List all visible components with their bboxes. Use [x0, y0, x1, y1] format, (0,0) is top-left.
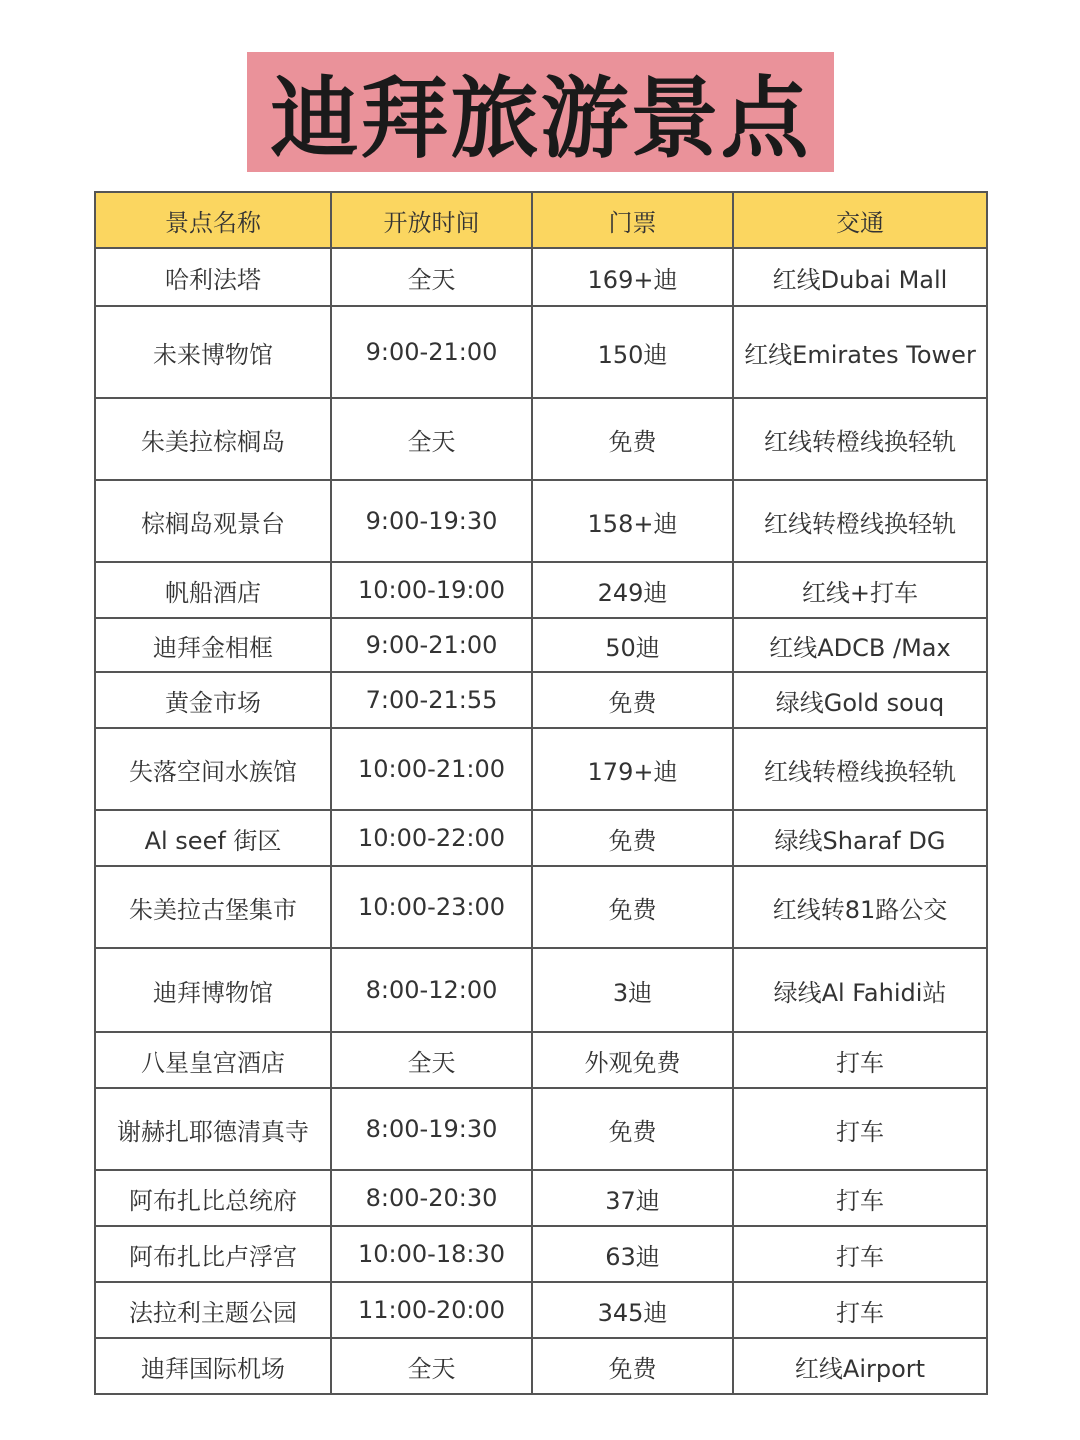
cell-name: 黄金市场 [95, 672, 331, 728]
header-transport: 交通 [733, 192, 987, 248]
table-row [95, 1338, 987, 1394]
cell-transport: 红线Airport [733, 1338, 987, 1394]
cell-ticket: 免费 [532, 1088, 733, 1170]
table-row [95, 810, 987, 866]
cell-ticket: 169+迪 [532, 248, 733, 306]
cell-hours: 8:00-20:30 [331, 1170, 532, 1226]
cell-hours: 10:00-23:00 [331, 866, 532, 948]
cell-hours: 10:00-18:30 [331, 1226, 532, 1282]
attractions-table [94, 191, 988, 1395]
cell-ticket: 免费 [532, 810, 733, 866]
cell-ticket: 免费 [532, 672, 733, 728]
cell-ticket: 63迪 [532, 1226, 733, 1282]
cell-name: 哈利法塔 [95, 248, 331, 306]
cell-transport: 红线ADCB /Max [733, 618, 987, 672]
table-row [95, 248, 987, 306]
cell-ticket: 免费 [532, 398, 733, 480]
cell-hours: 8:00-19:30 [331, 1088, 532, 1170]
cell-hours: 9:00-19:30 [331, 480, 532, 562]
cell-hours: 10:00-21:00 [331, 728, 532, 810]
cell-ticket: 179+迪 [532, 728, 733, 810]
page-title: 迪拜旅游景点 [270, 67, 811, 170]
cell-ticket: 158+迪 [532, 480, 733, 562]
table-row [95, 948, 987, 1032]
header-ticket: 门票 [532, 192, 733, 248]
cell-ticket: 免费 [532, 866, 733, 948]
cell-transport: 打车 [733, 1088, 987, 1170]
cell-transport: 绿线Al Fahidi站 [733, 948, 987, 1032]
table-row [95, 866, 987, 948]
cell-transport: 绿线Gold souq [733, 672, 987, 728]
cell-name: 八星皇宫酒店 [95, 1032, 331, 1088]
cell-hours: 10:00-19:00 [331, 562, 532, 618]
cell-transport: 红线Emirates Tower [733, 306, 987, 398]
cell-ticket: 3迪 [532, 948, 733, 1032]
cell-transport: 红线+打车 [733, 562, 987, 618]
header-hours: 开放时间 [331, 192, 532, 248]
cell-transport: 打车 [733, 1282, 987, 1338]
cell-transport: 红线转橙线换轻轨 [733, 728, 987, 810]
cell-name: 迪拜国际机场 [95, 1338, 331, 1394]
table-row [95, 480, 987, 562]
cell-transport: 红线Dubai Mall [733, 248, 987, 306]
cell-hours: 8:00-12:00 [331, 948, 532, 1032]
title-banner [247, 52, 834, 172]
table-row [95, 398, 987, 480]
cell-hours: 7:00-21:55 [331, 672, 532, 728]
cell-name: 谢赫扎耶德清真寺 [95, 1088, 331, 1170]
cell-transport: 打车 [733, 1170, 987, 1226]
cell-transport: 打车 [733, 1226, 987, 1282]
cell-name: 朱美拉古堡集市 [95, 866, 331, 948]
table-row [95, 728, 987, 810]
cell-ticket: 免费 [532, 1338, 733, 1394]
cell-hours: 9:00-21:00 [331, 306, 532, 398]
table-row [95, 672, 987, 728]
cell-name: Al seef 街区 [95, 810, 331, 866]
cell-ticket: 345迪 [532, 1282, 733, 1338]
cell-hours: 全天 [331, 1032, 532, 1088]
table-row [95, 1032, 987, 1088]
cell-hours: 9:00-21:00 [331, 618, 532, 672]
cell-hours: 10:00-22:00 [331, 810, 532, 866]
cell-name: 法拉利主题公园 [95, 1282, 331, 1338]
cell-name: 失落空间水族馆 [95, 728, 331, 810]
cell-transport: 绿线Sharaf DG [733, 810, 987, 866]
cell-name: 帆船酒店 [95, 562, 331, 618]
table-row [95, 1282, 987, 1338]
cell-transport: 红线转81路公交 [733, 866, 987, 948]
cell-ticket: 37迪 [532, 1170, 733, 1226]
cell-hours: 全天 [331, 248, 532, 306]
cell-hours: 全天 [331, 398, 532, 480]
table-row [95, 618, 987, 672]
cell-transport: 红线转橙线换轻轨 [733, 480, 987, 562]
cell-name: 阿布扎比卢浮宫 [95, 1226, 331, 1282]
cell-name: 迪拜博物馆 [95, 948, 331, 1032]
cell-transport: 打车 [733, 1032, 987, 1088]
cell-name: 迪拜金相框 [95, 618, 331, 672]
table-row [95, 1170, 987, 1226]
cell-ticket: 150迪 [532, 306, 733, 398]
cell-name: 阿布扎比总统府 [95, 1170, 331, 1226]
cell-name: 棕榈岛观景台 [95, 480, 331, 562]
table-row [95, 1226, 987, 1282]
cell-hours: 全天 [331, 1338, 532, 1394]
header-name: 景点名称 [95, 192, 331, 248]
table-row [95, 1088, 987, 1170]
cell-name: 未来博物馆 [95, 306, 331, 398]
table-header-row [95, 192, 987, 248]
cell-transport: 红线转橙线换轻轨 [733, 398, 987, 480]
table-row [95, 562, 987, 618]
cell-name: 朱美拉棕榈岛 [95, 398, 331, 480]
cell-ticket: 外观免费 [532, 1032, 733, 1088]
cell-hours: 11:00-20:00 [331, 1282, 532, 1338]
cell-ticket: 50迪 [532, 618, 733, 672]
table-row [95, 306, 987, 398]
cell-ticket: 249迪 [532, 562, 733, 618]
